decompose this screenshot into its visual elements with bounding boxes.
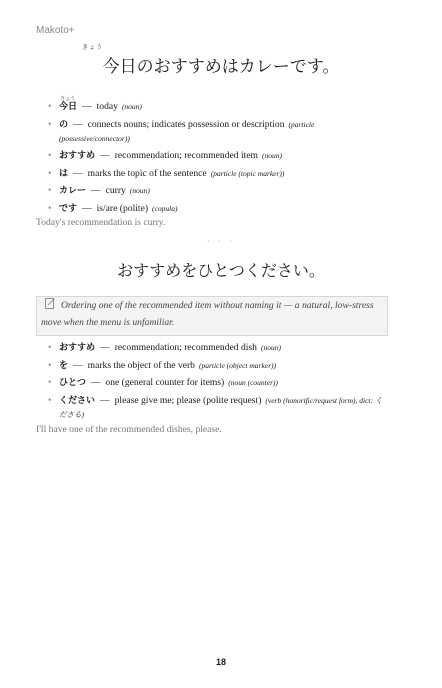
sentence-heading-1: 今日のおすすめはカレーです。 bbox=[102, 57, 340, 77]
bullet-icon: • bbox=[48, 202, 52, 214]
vocab-item: • です — is/are (polite) (copula) bbox=[48, 202, 178, 214]
bullet-icon: • bbox=[48, 118, 52, 130]
bullet-icon: • bbox=[48, 167, 52, 179]
cultural-note-box bbox=[36, 296, 388, 336]
vocab-item: • を — marks the object of the verb (particle (object marker)) bbox=[48, 359, 277, 371]
section-separator: · · · bbox=[206, 236, 236, 246]
cultural-note-text: Ordering one of the recommended item without naming it — a natural, low-stress move when the menu is unfamiliar. bbox=[41, 300, 374, 328]
vocab-list-1 bbox=[46, 100, 386, 219]
book-header-title: Makoto+ bbox=[36, 25, 75, 36]
bullet-icon: • bbox=[48, 359, 52, 371]
vocab-item: • おすすめ — recommendation; recommended item (noun) bbox=[48, 150, 283, 161]
vocab-item: • 今日 — today (noun) bbox=[48, 101, 142, 112]
bullet-icon: • bbox=[48, 185, 52, 196]
bullet-icon: • bbox=[48, 150, 52, 161]
vocab-item: • は — marks the topic of the sentence (particle (topic marker)) bbox=[48, 167, 285, 179]
bullet-icon: • bbox=[48, 101, 52, 112]
vocab-item: • ひとつ — one (general counter for items) (noun (counter)) bbox=[48, 377, 279, 388]
sentence-heading-2: おすすめをひとつください。 bbox=[117, 261, 325, 280]
translation-1: Today's recommendation is curry. bbox=[36, 217, 166, 228]
translation-2: I'll have one of the recommended dishes, please. bbox=[36, 424, 222, 435]
vocab-item: • の — connects nouns; indicates possession or description (particle (possessive/connector)) bbox=[48, 118, 315, 143]
title-furigana: きょう bbox=[82, 44, 104, 51]
page-number: 18 bbox=[215, 657, 226, 667]
vocab-item: • おすすめ — recommendation; recommended dish (noun) bbox=[48, 342, 281, 353]
bullet-icon: • bbox=[48, 394, 52, 406]
vocab-item: • カレー — curry (noun) bbox=[48, 185, 150, 196]
bullet-icon: • bbox=[48, 342, 52, 353]
bullet-icon: • bbox=[48, 377, 52, 388]
vocab-item: • ください — please give me; please (polite request) (verb (honorific/request form), dict: くださる) bbox=[48, 394, 383, 419]
note-icon bbox=[45, 298, 55, 309]
vocab-list-2 bbox=[46, 341, 386, 425]
vocab-furigana: きょう bbox=[60, 96, 76, 102]
